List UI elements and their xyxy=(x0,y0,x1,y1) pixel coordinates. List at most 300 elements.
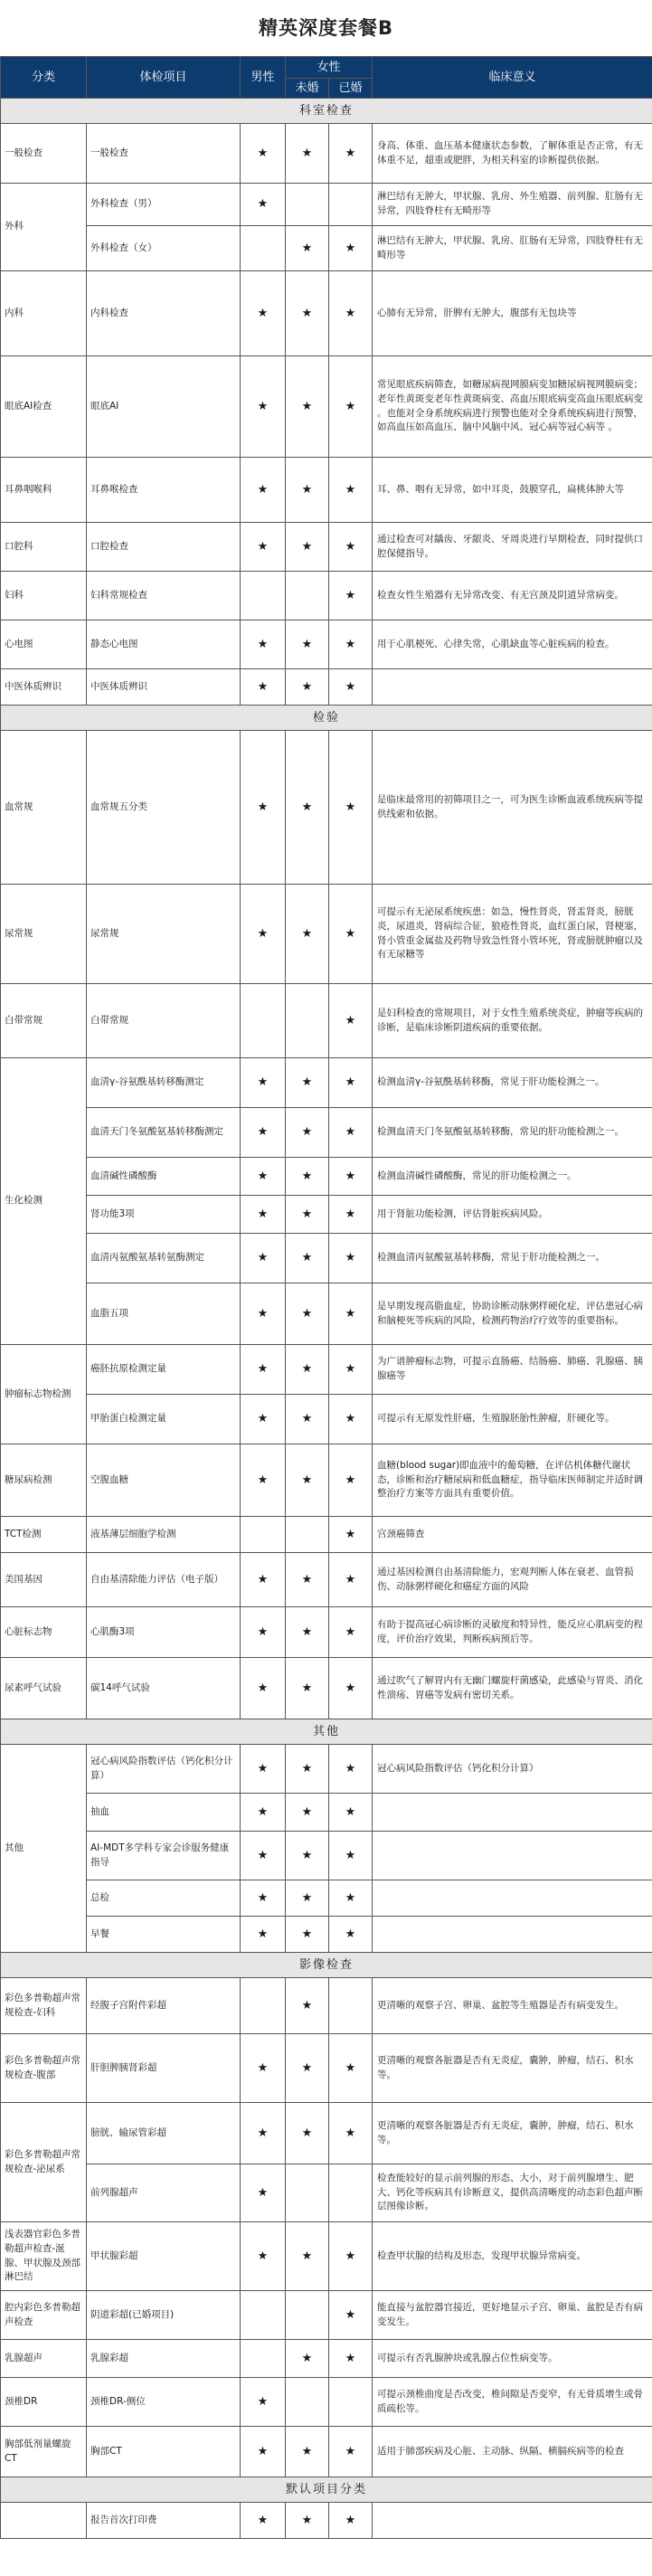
category-cell: 腔内彩色多普勒超声检查 xyxy=(1,2291,87,2340)
table-row xyxy=(1,1345,652,1395)
star-icon: ★ xyxy=(301,2513,313,2527)
male-cell xyxy=(241,523,286,572)
significance-cell: 通过检查可对龋齿、牙龈炎、牙周炎进行早期检查，同时提供口腔保健指导。 xyxy=(373,523,652,572)
item-cell: 经腹子宫附件彩超 xyxy=(87,1978,241,2034)
item-cell: 血常规五分类 xyxy=(87,731,241,885)
section-row xyxy=(1,706,652,731)
significance-cell: 检测血清天门冬氨酸氨基转移酶，常见的肝功能检测之一。 xyxy=(373,1108,652,1158)
table-row xyxy=(1,1283,652,1345)
star-icon: ★ xyxy=(257,1890,269,1905)
star-icon: ★ xyxy=(301,1624,313,1639)
table-row xyxy=(1,1978,652,2034)
male-cell xyxy=(241,572,286,620)
married-cell xyxy=(329,1517,373,1553)
married-cell xyxy=(329,1832,373,1880)
header-male: 男性 xyxy=(241,57,286,99)
item-cell: 总检 xyxy=(87,1880,241,1917)
star-icon: ★ xyxy=(345,1848,356,1862)
unmarried-cell xyxy=(286,1196,329,1234)
unmarried-cell xyxy=(286,184,329,226)
star-icon: ★ xyxy=(301,1473,313,1487)
significance-cell: 更清晰的观察各脏器是否有无炎症，囊肿，肿瘤，结石、积水等。 xyxy=(373,2103,652,2164)
table-row xyxy=(1,2427,652,2477)
star-icon: ★ xyxy=(301,306,313,320)
item-cell: 血清天门冬氨酸氨基转移酶测定 xyxy=(87,1108,241,1158)
star-icon: ★ xyxy=(257,1075,269,1090)
section-title: 影像检查 xyxy=(1,1953,652,1978)
table-row xyxy=(1,2503,652,2539)
married-cell xyxy=(329,458,373,523)
category-cell: 肿瘤标志物检测 xyxy=(1,1345,87,1444)
unmarried-cell xyxy=(286,2427,329,2477)
unmarried-cell xyxy=(286,2103,329,2164)
star-icon: ★ xyxy=(301,2060,313,2075)
significance-cell: 身高、体重、血压基本健康状态参数，了解体重是否正常，有无体重不足，超重或肥胖，为相关科室的诊断提供依据。 xyxy=(373,124,652,184)
item-cell: 液基薄层细胞学检测 xyxy=(87,1517,241,1553)
section-title: 默认项目分类 xyxy=(1,2477,652,2503)
male-cell xyxy=(241,1832,286,1880)
star-icon: ★ xyxy=(301,1207,313,1221)
table-row xyxy=(1,2034,652,2103)
significance-cell: 能直接与盆腔器官接近，更好地显示子宫、卵巢、盆腔是否有病变发生。 xyxy=(373,2291,652,2340)
table-row xyxy=(1,1607,652,1658)
unmarried-cell xyxy=(286,458,329,523)
table-row xyxy=(1,620,652,669)
unmarried-cell xyxy=(286,2164,329,2222)
unmarried-cell xyxy=(286,1395,329,1444)
star-icon: ★ xyxy=(257,1169,269,1183)
married-cell xyxy=(329,1395,373,1444)
significance-cell: 可提示有否乳腺肿块或乳腺占位性病变等。 xyxy=(373,2340,652,2378)
item-cell: 尿常规 xyxy=(87,885,241,984)
category-cell: 心电图 xyxy=(1,620,87,669)
male-cell xyxy=(241,2164,286,2222)
table-row xyxy=(1,1108,652,1158)
item-cell: 妇科常规检查 xyxy=(87,572,241,620)
item-cell: 血清丙氨酸氨基转氨酶测定 xyxy=(87,1234,241,1283)
married-cell xyxy=(329,1058,373,1108)
table-row xyxy=(1,1658,652,1719)
star-icon: ★ xyxy=(345,1207,356,1221)
star-icon: ★ xyxy=(301,539,313,554)
married-cell xyxy=(329,271,373,356)
star-icon: ★ xyxy=(301,146,313,160)
unmarried-cell xyxy=(286,1917,329,1953)
unmarried-cell xyxy=(286,1158,329,1196)
table-row xyxy=(1,124,652,184)
unmarried-cell xyxy=(286,226,329,271)
star-icon: ★ xyxy=(345,588,356,602)
table-row xyxy=(1,2340,652,2378)
married-cell xyxy=(329,2164,373,2222)
star-icon: ★ xyxy=(257,1572,269,1586)
table-row xyxy=(1,1553,652,1607)
unmarried-cell xyxy=(286,1517,329,1553)
significance-cell: 检测血清γ-谷氨酰基转移酶，常见于肝功能检测之一。 xyxy=(373,1058,652,1108)
category-cell: 彩色多普勒超声常规检查-腹部 xyxy=(1,2034,87,2103)
category-cell: 生化检测 xyxy=(1,1058,87,1345)
star-icon: ★ xyxy=(257,2060,269,2075)
item-cell: 血脂五项 xyxy=(87,1283,241,1345)
item-cell: 乳腺彩超 xyxy=(87,2340,241,2378)
star-icon: ★ xyxy=(345,2249,356,2263)
star-icon: ★ xyxy=(301,637,313,651)
category-cell: 美国基因 xyxy=(1,1553,87,1607)
significance-cell: 更清晰的观察各脏器是否有无炎症，囊肿，肿瘤，结石、积水等。 xyxy=(373,2034,652,2103)
category-cell: 内科 xyxy=(1,271,87,356)
star-icon: ★ xyxy=(301,1998,313,2012)
category-cell: 尿常规 xyxy=(1,885,87,984)
star-icon: ★ xyxy=(257,539,269,554)
male-cell xyxy=(241,2427,286,2477)
unmarried-cell xyxy=(286,1607,329,1658)
package-table xyxy=(0,56,652,2539)
category-cell: 妇科 xyxy=(1,572,87,620)
table-row xyxy=(1,1444,652,1517)
star-icon: ★ xyxy=(345,146,356,160)
category-cell: 中医体质辨识 xyxy=(1,669,87,706)
significance-cell: 可提示有无泌尿系统疾患：如急，慢性肾炎，肾盂肾炎，膀胱炎，尿道炎，肾病综合征，狼疮性肾炎，血红蛋白尿，肾梗塞，肾小管重金属盐及药物导致急性肾小管坏死，肾或膀胱肿瘤以及有无尿糖等 xyxy=(373,885,652,984)
star-icon: ★ xyxy=(301,800,313,814)
table-row xyxy=(1,226,652,271)
category-cell: 外科 xyxy=(1,184,87,271)
table-row xyxy=(1,2378,652,2427)
star-icon: ★ xyxy=(301,1125,313,1140)
star-icon: ★ xyxy=(257,399,269,413)
star-icon: ★ xyxy=(301,2351,313,2365)
star-icon: ★ xyxy=(345,1473,356,1487)
star-icon: ★ xyxy=(301,1890,313,1905)
item-cell: 血清碱性磷酸酶 xyxy=(87,1158,241,1196)
item-cell: 眼底AI xyxy=(87,356,241,458)
item-cell: 甲状腺彩超 xyxy=(87,2222,241,2291)
star-icon: ★ xyxy=(257,637,269,651)
married-cell xyxy=(329,984,373,1058)
item-cell: 早餐 xyxy=(87,1917,241,1953)
star-icon: ★ xyxy=(301,1306,313,1321)
married-cell xyxy=(329,669,373,706)
star-icon: ★ xyxy=(301,1572,313,1586)
star-icon: ★ xyxy=(257,926,269,941)
male-cell xyxy=(241,1794,286,1832)
star-icon: ★ xyxy=(257,1251,269,1265)
item-cell: 自由基清除能力评估（电子版） xyxy=(87,1553,241,1607)
star-icon: ★ xyxy=(345,1169,356,1183)
star-icon: ★ xyxy=(301,2249,313,2263)
married-cell xyxy=(329,1234,373,1283)
table-row xyxy=(1,458,652,523)
married-cell xyxy=(329,184,373,226)
married-cell xyxy=(329,1745,373,1794)
significance-cell: 有助于提高冠心病诊断的灵敏度和特异性，能反应心肌病变的程度，评价治疗效果，判断疾病预后等。 xyxy=(373,1607,652,1658)
item-cell: 外科检查（男） xyxy=(87,184,241,226)
male-cell xyxy=(241,2034,286,2103)
table-row xyxy=(1,271,652,356)
star-icon: ★ xyxy=(301,1169,313,1183)
table-row xyxy=(1,885,652,984)
unmarried-cell xyxy=(286,2340,329,2378)
table-row xyxy=(1,1517,652,1553)
unmarried-cell xyxy=(286,2222,329,2291)
married-cell xyxy=(329,226,373,271)
star-icon: ★ xyxy=(301,679,313,694)
married-cell xyxy=(329,2340,373,2378)
male-cell xyxy=(241,1553,286,1607)
unmarried-cell xyxy=(286,356,329,458)
star-icon: ★ xyxy=(345,1624,356,1639)
male-cell xyxy=(241,2340,286,2378)
star-icon: ★ xyxy=(257,1804,269,1819)
unmarried-cell xyxy=(286,124,329,184)
star-icon: ★ xyxy=(345,2126,356,2140)
male-cell xyxy=(241,885,286,984)
star-icon: ★ xyxy=(257,1473,269,1487)
item-cell: 心肌酶3项 xyxy=(87,1607,241,1658)
star-icon: ★ xyxy=(345,539,356,554)
significance-cell: 检测血清丙氨酸氨基转移酶，常见于肝功能检测之一。 xyxy=(373,1234,652,1283)
header-significance: 临床意义 xyxy=(373,57,652,99)
significance-cell: 心肺有无异常，肝脾有无肿大，腹部有无包块等 xyxy=(373,271,652,356)
married-cell xyxy=(329,2427,373,2477)
significance-cell: 通过吹气了解胃内有无幽门螺旋杆菌感染，此感染与胃炎、消化性溃疡、胃癌等发病有密切关系。 xyxy=(373,1658,652,1719)
star-icon: ★ xyxy=(345,1362,356,1377)
item-cell: 中医体质辨识 xyxy=(87,669,241,706)
star-icon: ★ xyxy=(257,2394,269,2409)
unmarried-cell xyxy=(286,620,329,669)
married-cell xyxy=(329,885,373,984)
category-cell: 眼底AI检查 xyxy=(1,356,87,458)
star-icon: ★ xyxy=(301,1681,313,1695)
star-icon: ★ xyxy=(301,1251,313,1265)
significance-cell xyxy=(373,1832,652,1880)
significance-cell: 常见眼底疾病筛查，如糖尿病视网膜病变加糖尿病视网膜病变；老年性黄斑变老年性黄斑病变、高血压眼底病变高血压眼底病变 。也能对全身系统疾病进行预警也能对全身系统疾病进行预警，如高血压如高血压、脑中风脑中风、冠心病等冠心病等 。 xyxy=(373,356,652,458)
star-icon: ★ xyxy=(301,1848,313,1862)
star-icon: ★ xyxy=(257,1681,269,1695)
married-cell xyxy=(329,124,373,184)
category-cell: 尿素呼气试验 xyxy=(1,1658,87,1719)
unmarried-cell xyxy=(286,271,329,356)
star-icon: ★ xyxy=(345,1251,356,1265)
star-icon: ★ xyxy=(257,2126,269,2140)
category-cell: 彩色多普勒超声常规检查-泌尿系 xyxy=(1,2103,87,2222)
star-icon: ★ xyxy=(301,926,313,941)
category-cell: 白带常规 xyxy=(1,984,87,1058)
married-cell xyxy=(329,572,373,620)
table-row xyxy=(1,731,652,885)
table-row xyxy=(1,1832,652,1880)
star-icon: ★ xyxy=(257,1412,269,1426)
star-icon: ★ xyxy=(301,1075,313,1090)
table-row xyxy=(1,1794,652,1832)
star-icon: ★ xyxy=(345,926,356,941)
significance-cell: 用于肾脏功能检测，评估肾脏疾病风险。 xyxy=(373,1196,652,1234)
category-cell: 浅表器官彩色多普勒超声检查-涎腺、甲状腺及颈部淋巴结 xyxy=(1,2222,87,2291)
star-icon: ★ xyxy=(257,306,269,320)
item-cell: 一般检查 xyxy=(87,124,241,184)
married-cell xyxy=(329,1158,373,1196)
unmarried-cell xyxy=(286,1444,329,1517)
item-cell: 阴道彩超(已婚项目) xyxy=(87,2291,241,2340)
male-cell xyxy=(241,1745,286,1794)
star-icon: ★ xyxy=(345,306,356,320)
item-cell: 甲胎蛋白检测定量 xyxy=(87,1395,241,1444)
star-icon: ★ xyxy=(345,1927,356,1941)
married-cell xyxy=(329,1553,373,1607)
married-cell xyxy=(329,1658,373,1719)
significance-cell: 冠心病风险指数评估（钙化积分计算） xyxy=(373,1745,652,1794)
male-cell xyxy=(241,1607,286,1658)
star-icon: ★ xyxy=(301,2444,313,2458)
star-icon: ★ xyxy=(345,399,356,413)
category-cell: 彩色多普勒超声常规检查-妇科 xyxy=(1,1978,87,2034)
table-row xyxy=(1,356,652,458)
star-icon: ★ xyxy=(257,1125,269,1140)
married-cell xyxy=(329,1917,373,1953)
significance-cell: 是临床最常用的初筛项目之一，可为医生诊断血液系统疾病等提供线索和依据。 xyxy=(373,731,652,885)
header-category: 分类 xyxy=(1,57,87,99)
item-cell: 膀胱、输尿管彩超 xyxy=(87,2103,241,2164)
married-cell xyxy=(329,1108,373,1158)
star-icon: ★ xyxy=(301,241,313,255)
star-icon: ★ xyxy=(257,1624,269,1639)
married-cell xyxy=(329,2103,373,2164)
male-cell xyxy=(241,984,286,1058)
star-icon: ★ xyxy=(345,2060,356,2075)
married-cell xyxy=(329,2034,373,2103)
category-cell: 心脏标志物 xyxy=(1,1607,87,1658)
item-cell: 口腔检查 xyxy=(87,523,241,572)
star-icon: ★ xyxy=(345,679,356,694)
star-icon: ★ xyxy=(345,1412,356,1426)
married-cell xyxy=(329,2222,373,2291)
unmarried-cell xyxy=(286,1234,329,1283)
section-title: 检验 xyxy=(1,706,652,731)
item-cell: 肾功能3项 xyxy=(87,1196,241,1234)
item-cell: 癌胚抗原检测定量 xyxy=(87,1345,241,1395)
table-row xyxy=(1,2291,652,2340)
married-cell xyxy=(329,620,373,669)
male-cell xyxy=(241,1517,286,1553)
significance-cell: 淋巴结有无肿大，甲状腺、乳房、肛肠有无异常，四肢脊柱有无畸形等 xyxy=(373,226,652,271)
significance-cell: 可提示颈椎曲度是否改变，椎间隙是否变窄，有无骨质增生或骨质疏松等。 xyxy=(373,2378,652,2427)
male-cell xyxy=(241,2378,286,2427)
unmarried-cell xyxy=(286,572,329,620)
married-cell xyxy=(329,1345,373,1395)
star-icon: ★ xyxy=(257,146,269,160)
male-cell xyxy=(241,2222,286,2291)
star-icon: ★ xyxy=(257,1207,269,1221)
male-cell xyxy=(241,1196,286,1234)
unmarried-cell xyxy=(286,1745,329,1794)
significance-cell: 通过基因检测自由基清除能力，宏观判断人体在衰老、血管损伤、动脉粥样硬化和癌症方面的风险 xyxy=(373,1553,652,1607)
table-header-row xyxy=(1,57,652,79)
significance-cell xyxy=(373,1880,652,1917)
unmarried-cell xyxy=(286,2503,329,2539)
star-icon: ★ xyxy=(257,1362,269,1377)
unmarried-cell xyxy=(286,1880,329,1917)
male-cell xyxy=(241,2103,286,2164)
male-cell xyxy=(241,731,286,885)
married-cell xyxy=(329,523,373,572)
item-cell: 白带常规 xyxy=(87,984,241,1058)
male-cell xyxy=(241,226,286,271)
star-icon: ★ xyxy=(257,679,269,694)
star-icon: ★ xyxy=(345,1681,356,1695)
header-unmarried: 未婚 xyxy=(286,79,329,99)
star-icon: ★ xyxy=(301,2126,313,2140)
item-cell: 碳14呼气试验 xyxy=(87,1658,241,1719)
star-icon: ★ xyxy=(345,1804,356,1819)
table-row xyxy=(1,2103,652,2164)
star-icon: ★ xyxy=(301,1804,313,1819)
unmarried-cell xyxy=(286,669,329,706)
unmarried-cell xyxy=(286,1553,329,1607)
page-title: 精英深度套餐B xyxy=(258,17,393,39)
star-icon: ★ xyxy=(301,1362,313,1377)
star-icon: ★ xyxy=(257,1927,269,1941)
star-icon: ★ xyxy=(257,1306,269,1321)
married-cell xyxy=(329,2503,373,2539)
significance-cell: 可提示有无原发性肝癌，生殖腺胚胎性肿瘤，肝硬化等。 xyxy=(373,1395,652,1444)
category-cell: 乳腺超声 xyxy=(1,2340,87,2378)
married-cell xyxy=(329,1607,373,1658)
unmarried-cell xyxy=(286,1283,329,1345)
category-cell: 胸部低剂量螺旋CT xyxy=(1,2427,87,2477)
category-cell: 口腔科 xyxy=(1,523,87,572)
male-cell xyxy=(241,2503,286,2539)
star-icon: ★ xyxy=(257,2249,269,2263)
section-row xyxy=(1,1719,652,1745)
male-cell xyxy=(241,1345,286,1395)
table-row xyxy=(1,1395,652,1444)
unmarried-cell xyxy=(286,1058,329,1108)
male-cell xyxy=(241,2291,286,2340)
table-row xyxy=(1,1917,652,1953)
section-row xyxy=(1,99,652,124)
married-cell xyxy=(329,1880,373,1917)
male-cell xyxy=(241,1108,286,1158)
star-icon: ★ xyxy=(345,2513,356,2527)
unmarried-cell xyxy=(286,1658,329,1719)
header-item: 体检项目 xyxy=(87,57,241,99)
male-cell xyxy=(241,1395,286,1444)
table-row xyxy=(1,2222,652,2291)
male-cell xyxy=(241,1444,286,1517)
table-row xyxy=(1,1234,652,1283)
male-cell xyxy=(241,271,286,356)
significance-cell: 检测血清碱性磷酸酶，常见的肝功能检测之一。 xyxy=(373,1158,652,1196)
table-body xyxy=(1,99,652,2539)
significance-cell: 检查甲状腺的结构及形态，发现甲状腺异常病变。 xyxy=(373,2222,652,2291)
table-row xyxy=(1,984,652,1058)
star-icon: ★ xyxy=(257,2185,269,2200)
significance-cell: 耳、鼻、咽有无异常，如中耳炎，鼓膜穿孔，扁桃体肿大等 xyxy=(373,458,652,523)
significance-cell: 是妇科检查的常规项目，对于女性生殖系统炎症，肿瘤等疾病的诊断，是临床诊断阴道疾病的重要依据。 xyxy=(373,984,652,1058)
male-cell xyxy=(241,1158,286,1196)
male-cell xyxy=(241,669,286,706)
section-title: 其他 xyxy=(1,1719,652,1745)
table-row xyxy=(1,2164,652,2222)
section-title: 科室检查 xyxy=(1,99,652,124)
star-icon: ★ xyxy=(345,482,356,497)
star-icon: ★ xyxy=(257,2444,269,2458)
star-icon: ★ xyxy=(301,482,313,497)
unmarried-cell xyxy=(286,1108,329,1158)
unmarried-cell xyxy=(286,885,329,984)
star-icon: ★ xyxy=(301,1761,313,1776)
category-cell: 颈椎DR xyxy=(1,2378,87,2427)
unmarried-cell xyxy=(286,1832,329,1880)
